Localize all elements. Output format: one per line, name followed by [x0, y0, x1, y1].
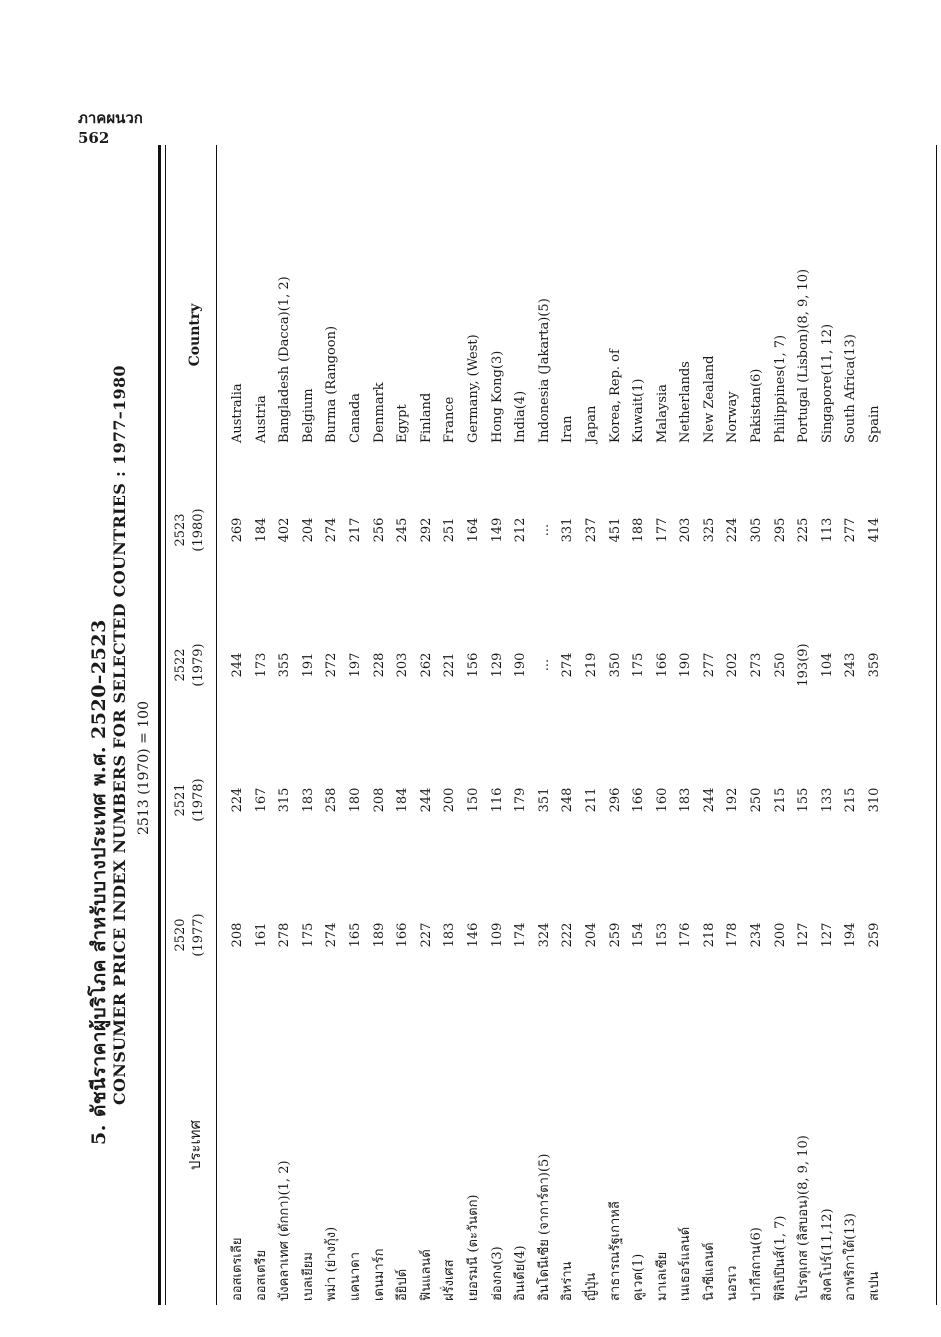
- country-english-cell: Egypt: [395, 404, 411, 443]
- value-1979-cell: 173: [253, 652, 269, 678]
- country-english-cell: Finland: [418, 392, 434, 443]
- table-row: [745, 145, 769, 1305]
- header-country-english: Country: [187, 303, 203, 367]
- value-1977-cell: 161: [253, 922, 269, 948]
- country-english-cell: Burma (Rangoon): [324, 325, 340, 443]
- table-row: [415, 145, 439, 1305]
- country-thai-cell: แคนาดา: [347, 1251, 363, 1301]
- table-row: [273, 145, 297, 1305]
- country-thai-cell: ฟิลิปปินส์(1, 7): [772, 1215, 788, 1301]
- value-1980-cell: 295: [772, 517, 788, 543]
- value-1979-cell: 175: [631, 652, 647, 678]
- rotated-table: [68, 105, 941, 1305]
- value-1979-cell: 273: [749, 652, 765, 678]
- value-1980-cell: 204: [300, 517, 316, 543]
- value-1980-cell: 224: [725, 517, 741, 543]
- table-row: [839, 145, 863, 1305]
- country-thai-cell: ญี่ปุ่น: [583, 1272, 599, 1301]
- value-1977-cell: 208: [230, 922, 245, 948]
- country-english-cell: Kuwait(1): [631, 378, 647, 443]
- table-row: [604, 145, 628, 1305]
- table-row: [816, 145, 840, 1305]
- value-1977-cell: 183: [442, 922, 458, 948]
- value-1977-cell: 175: [300, 922, 316, 948]
- value-1980-cell: 149: [489, 517, 505, 543]
- value-1979-cell: 274: [560, 652, 576, 678]
- country-thai-cell: อาฟริกาใต้(13): [843, 1213, 859, 1301]
- country-thai-cell: ฟินแลนด์: [418, 1249, 434, 1301]
- value-1977-cell: 204: [583, 922, 599, 948]
- country-thai-cell: เนเธอร์แลนด์: [678, 1226, 694, 1301]
- value-1977-cell: 227: [418, 922, 434, 948]
- country-thai-cell: พม่า (ย่างกุ้ง): [324, 1226, 340, 1301]
- value-1980-cell: 164: [465, 517, 481, 543]
- value-1979-cell: 355: [277, 652, 293, 678]
- value-1979-cell: 190: [513, 652, 529, 678]
- value-1980-cell: ...: [536, 523, 552, 537]
- value-1980-cell: 203: [678, 517, 694, 543]
- country-english-cell: Germany, (West): [465, 334, 481, 443]
- value-1978-cell: 244: [418, 787, 434, 813]
- base-year-note: 2513 (1970) = 100: [136, 701, 152, 835]
- value-1980-cell: 305: [749, 517, 765, 543]
- value-1980-cell: 113: [819, 517, 835, 543]
- value-1977-cell: 166: [395, 922, 411, 948]
- table-row: [344, 145, 368, 1305]
- country-english-cell: Iran: [560, 415, 576, 443]
- value-1977-cell: 127: [796, 922, 812, 948]
- value-1978-cell: 192: [725, 787, 741, 813]
- country-english-cell: Australia: [230, 383, 245, 443]
- header-year-ce: (1979): [191, 643, 206, 687]
- country-thai-cell: สิงคโปร์(11,12): [819, 1208, 835, 1301]
- header-year-be: 2521: [173, 783, 188, 817]
- header-rule: [216, 145, 217, 1305]
- value-1979-cell: 250: [772, 652, 788, 678]
- value-1979-cell: 243: [843, 652, 859, 678]
- country-thai-cell: เบลเยียม: [300, 1252, 316, 1301]
- country-thai-cell: สเปน: [867, 1271, 883, 1301]
- value-1980-cell: 188: [631, 517, 647, 543]
- table-row: [627, 145, 651, 1305]
- country-thai-cell: เดนมาร์ก: [371, 1248, 387, 1301]
- table-body: [226, 145, 887, 1305]
- value-1979-cell: 219: [583, 652, 599, 678]
- country-thai-cell: อินโดนีเซีย (จาการ์ตา)(5): [536, 1153, 552, 1301]
- country-thai-cell: ปากีสถาน(6): [749, 1227, 765, 1301]
- table-row: [368, 145, 392, 1305]
- country-english-cell: Korea, Rep. of: [607, 349, 623, 443]
- country-english-cell: France: [442, 396, 458, 443]
- country-english-cell: Netherlands: [678, 361, 694, 443]
- value-1978-cell: 296: [607, 787, 623, 813]
- value-1979-cell: 221: [442, 652, 458, 678]
- header-year-1979: [172, 625, 208, 705]
- value-1977-cell: 165: [347, 922, 363, 948]
- value-1979-cell: 197: [347, 652, 363, 678]
- value-1977-cell: 278: [277, 922, 293, 948]
- value-1979-cell: 203: [395, 652, 411, 678]
- value-1978-cell: 250: [749, 787, 765, 813]
- country-english-cell: Norway: [725, 391, 741, 443]
- country-thai-cell: นอรเว: [725, 1265, 741, 1301]
- table-row: [651, 145, 675, 1305]
- value-1980-cell: 245: [395, 517, 411, 543]
- table-row: [486, 145, 510, 1305]
- value-1978-cell: 215: [843, 787, 859, 813]
- value-1979-cell: 244: [230, 652, 245, 678]
- value-1977-cell: 127: [819, 922, 835, 948]
- value-1980-cell: 251: [442, 517, 458, 543]
- value-1980-cell: 274: [324, 517, 340, 543]
- country-thai-cell: มาเลเซีย: [654, 1251, 670, 1301]
- value-1980-cell: 212: [513, 517, 529, 543]
- table-row: [320, 145, 344, 1305]
- value-1978-cell: 116: [489, 787, 505, 813]
- country-thai-cell: บังคลาเทศ (ดักกา)(1, 2): [277, 1160, 293, 1301]
- value-1977-cell: 324: [536, 922, 552, 948]
- country-english-cell: Indonesia (Jakarta)(5): [536, 298, 552, 443]
- value-1979-cell: 228: [371, 652, 387, 678]
- value-1979-cell: 350: [607, 652, 623, 678]
- page-number: 562: [78, 129, 110, 147]
- country-thai-cell: นิวซีแลนด์: [701, 1242, 717, 1301]
- country-english-cell: Spain: [867, 405, 883, 443]
- value-1978-cell: 215: [772, 787, 788, 813]
- value-1977-cell: 154: [631, 922, 647, 948]
- value-1978-cell: 183: [678, 787, 694, 813]
- country-thai-cell: โปรตุเกส (ลิสบอน)(8, 9, 10): [796, 1135, 812, 1301]
- value-1979-cell: 156: [465, 652, 481, 678]
- value-1977-cell: 274: [324, 922, 340, 948]
- table-row: [509, 145, 533, 1305]
- value-1980-cell: 277: [843, 517, 859, 543]
- title-block: [68, 105, 168, 1305]
- country-english-cell: Hong Kong(3): [489, 350, 505, 443]
- table-row: [721, 145, 745, 1305]
- table-row: [462, 145, 486, 1305]
- value-1977-cell: 153: [654, 922, 670, 948]
- table-row: [226, 145, 250, 1305]
- table-title-english: CONSUMER PRICE INDEX NUMBERS FOR SELECTED COUNTRIES : 1977–1980: [110, 365, 129, 1105]
- country-english-cell: New Zealand: [701, 355, 717, 443]
- value-1979-cell: 193(9): [796, 643, 812, 687]
- value-1980-cell: 225: [796, 517, 812, 543]
- value-1978-cell: 315: [277, 787, 293, 813]
- table-row: [698, 145, 722, 1305]
- country-thai-cell: ออสเตรเลีย: [230, 1237, 245, 1301]
- value-1980-cell: 217: [347, 517, 363, 543]
- value-1978-cell: 133: [819, 787, 835, 813]
- country-thai-cell: ฝรั่งเศส: [442, 1259, 458, 1301]
- value-1978-cell: 310: [867, 787, 883, 813]
- header-country-thai: ประเทศ: [186, 1119, 204, 1171]
- country-english-cell: Canada: [347, 393, 363, 443]
- value-1977-cell: 222: [560, 922, 576, 948]
- value-1977-cell: 176: [678, 922, 694, 948]
- table-row: [391, 145, 415, 1305]
- table-row: [556, 145, 580, 1305]
- value-1979-cell: ...: [536, 658, 552, 672]
- table-row: [792, 145, 816, 1305]
- country-english-cell: Denmark: [371, 382, 387, 443]
- value-1977-cell: 146: [465, 922, 481, 948]
- value-1978-cell: 200: [442, 787, 458, 813]
- country-english-cell: Malaysia: [654, 384, 670, 443]
- value-1977-cell: 200: [772, 922, 788, 948]
- value-1980-cell: 177: [654, 517, 670, 543]
- top-rule: [158, 145, 161, 1305]
- value-1977-cell: 189: [371, 922, 387, 948]
- value-1979-cell: 359: [867, 652, 883, 678]
- table-row: [438, 145, 462, 1305]
- value-1979-cell: 190: [678, 652, 694, 678]
- value-1979-cell: 129: [489, 652, 505, 678]
- value-1978-cell: 155: [796, 787, 812, 813]
- header-year-ce: (1977): [191, 913, 206, 957]
- value-1980-cell: 331: [560, 517, 576, 543]
- value-1979-cell: 262: [418, 652, 434, 678]
- value-1978-cell: 208: [371, 787, 387, 813]
- value-1978-cell: 244: [701, 787, 717, 813]
- country-english-cell: Bangladesh (Dacca)(1, 2): [277, 276, 293, 443]
- value-1977-cell: 174: [513, 922, 529, 948]
- value-1978-cell: 184: [395, 787, 411, 813]
- value-1977-cell: 234: [749, 922, 765, 948]
- value-1980-cell: 184: [253, 517, 269, 543]
- value-1977-cell: 259: [867, 922, 883, 948]
- country-thai-cell: อียิปต์: [395, 1268, 411, 1301]
- country-thai-cell: เยอรมนี (ตะวันตก): [465, 1194, 481, 1301]
- country-english-cell: Japan: [583, 405, 599, 443]
- value-1979-cell: 191: [300, 652, 316, 678]
- value-1978-cell: 248: [560, 787, 576, 813]
- value-1978-cell: 258: [324, 787, 340, 813]
- header-year-1978: [172, 760, 208, 840]
- value-1979-cell: 202: [725, 652, 741, 678]
- value-1978-cell: 179: [513, 787, 529, 813]
- country-thai-cell: อิหร่าน: [560, 1261, 576, 1301]
- header-year-be: 2523: [173, 513, 188, 547]
- value-1978-cell: 351: [536, 787, 552, 813]
- value-1977-cell: 218: [701, 922, 717, 948]
- value-1977-cell: 109: [489, 922, 505, 948]
- country-thai-cell: ฮ่องกง(3): [489, 1246, 505, 1301]
- value-1979-cell: 104: [819, 652, 835, 678]
- value-1980-cell: 256: [371, 517, 387, 543]
- value-1978-cell: 150: [465, 787, 481, 813]
- table-row: [863, 145, 887, 1305]
- header-year-1980: [172, 490, 208, 570]
- header-year-be: 2520: [173, 918, 188, 952]
- table-row: [580, 145, 604, 1305]
- value-1979-cell: 277: [701, 652, 717, 678]
- table-row: [250, 145, 274, 1305]
- value-1980-cell: 237: [583, 517, 599, 543]
- section-label: ภาคผนวก: [78, 109, 143, 127]
- value-1980-cell: 269: [230, 517, 245, 543]
- country-thai-cell: สาธารณรัฐเกาหลี: [607, 1201, 623, 1301]
- country-thai-cell: อินเดีย(4): [513, 1245, 529, 1301]
- table-row: [533, 145, 557, 1305]
- value-1978-cell: 224: [230, 787, 245, 813]
- country-thai-cell: คูเวต(1): [631, 1253, 647, 1301]
- value-1978-cell: 167: [253, 787, 269, 813]
- value-1978-cell: 166: [631, 787, 647, 813]
- header-year-be: 2522: [173, 648, 188, 682]
- value-1979-cell: 166: [654, 652, 670, 678]
- country-english-cell: Philippines(1, 7): [772, 334, 788, 443]
- bottom-rule: [936, 145, 937, 1305]
- country-english-cell: Portugal (Lisbon)(8, 9, 10): [796, 268, 812, 443]
- header-year-ce: (1980): [191, 508, 206, 552]
- value-1978-cell: 180: [347, 787, 363, 813]
- value-1978-cell: 183: [300, 787, 316, 813]
- value-1980-cell: 325: [701, 517, 717, 543]
- table-row: [674, 145, 698, 1305]
- country-english-cell: South Africa(13): [843, 334, 859, 443]
- value-1977-cell: 259: [607, 922, 623, 948]
- value-1980-cell: 402: [277, 517, 293, 543]
- table-number: 5.: [88, 1124, 110, 1145]
- value-1980-cell: 414: [867, 517, 883, 543]
- country-english-cell: Pakistan(6): [749, 368, 765, 443]
- value-1977-cell: 194: [843, 922, 859, 948]
- table-title-thai: ดัชนีราคาผู้บริโภค สำหรับบางประเทศ พ.ศ. 2520–2523: [88, 619, 110, 1118]
- table-row: [297, 145, 321, 1305]
- table-row: [769, 145, 793, 1305]
- value-1980-cell: 292: [418, 517, 434, 543]
- country-thai-cell: ออสเตรีย: [253, 1249, 269, 1301]
- header-year-ce: (1978): [191, 778, 206, 822]
- value-1977-cell: 178: [725, 922, 741, 948]
- value-1978-cell: 211: [583, 787, 599, 813]
- country-english-cell: Austria: [253, 395, 269, 443]
- value-1979-cell: 272: [324, 652, 340, 678]
- country-english-cell: India(4): [513, 390, 529, 443]
- value-1978-cell: 160: [654, 787, 670, 813]
- country-english-cell: Singapore(11, 12): [819, 323, 835, 443]
- value-1980-cell: 451: [607, 517, 623, 543]
- header-year-1977: [172, 895, 208, 975]
- country-english-cell: Belgium: [300, 388, 316, 443]
- top-rule-thin: [165, 145, 166, 1305]
